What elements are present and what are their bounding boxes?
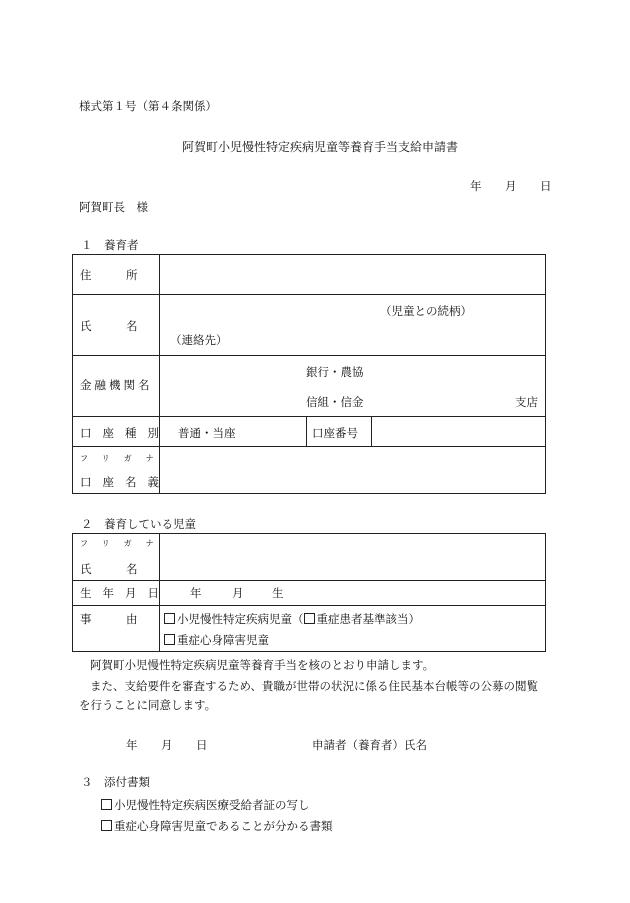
reason2-text: 重症心身障害児童 xyxy=(177,633,269,647)
page-title: 阿賀町小児慢性特定疾病児童等養育手当支給申請書 xyxy=(182,140,459,154)
table-divider xyxy=(72,605,546,606)
checkbox-icon[interactable] xyxy=(164,613,175,624)
checkbox-icon[interactable] xyxy=(101,799,112,810)
birth-year: 年 xyxy=(190,586,202,600)
bank-type1: 銀行・農協 xyxy=(306,365,364,379)
account-number-field[interactable] xyxy=(373,418,543,444)
sign-day: 日 xyxy=(196,738,208,752)
sign-year: 年 xyxy=(126,738,138,752)
checkbox-icon[interactable] xyxy=(304,613,315,624)
birth-suffix: 生 xyxy=(272,586,284,600)
caregiver-name-label: 氏 名 xyxy=(80,319,138,333)
child-furigana-label: フリガナ xyxy=(80,539,168,548)
declaration-line-3: を行うことに同意します。 xyxy=(79,698,217,712)
table-divider xyxy=(72,355,546,356)
reason1b-text: 重症患者基準該当） xyxy=(316,612,420,626)
address-field[interactable] xyxy=(161,257,543,292)
account-type-value: 普通・当座 xyxy=(178,426,236,440)
checkbox-icon[interactable] xyxy=(101,820,112,831)
table-divider xyxy=(72,580,546,581)
section3-heading: ３ 添付書類 xyxy=(81,775,150,789)
date-month: 月 xyxy=(505,179,517,193)
contact-label: （連絡先） xyxy=(170,333,228,347)
applicant-label: 申請者（養育者）氏名 xyxy=(312,738,427,752)
relation-label: （児童との続柄） xyxy=(380,304,472,318)
address-label: 住 所 xyxy=(80,268,138,282)
birth-label: 生年月日 xyxy=(80,586,170,600)
table-divider xyxy=(306,416,307,446)
child-name-field[interactable] xyxy=(161,535,543,578)
reason-option-1[interactable] xyxy=(164,611,420,627)
attachment-item-1[interactable] xyxy=(101,797,310,813)
branch-label: 支店 xyxy=(515,395,538,409)
bank-label: 金融機関名 xyxy=(80,378,153,392)
reason-option-2[interactable] xyxy=(164,632,269,648)
addressee: 阿賀町長 様 xyxy=(79,200,148,214)
account-type-label: 口座種別 xyxy=(80,426,170,440)
reason-label: 事 由 xyxy=(80,612,138,626)
table-divider xyxy=(72,294,546,295)
table-divider xyxy=(72,446,546,447)
account-name-field[interactable] xyxy=(161,448,543,492)
reason1-text: 小児慢性特定疾病児童（ xyxy=(177,612,304,626)
attachment-item-2[interactable] xyxy=(101,818,333,834)
bank-type2: 信組・信金 xyxy=(306,395,364,409)
table-divider xyxy=(72,416,546,417)
birth-month: 月 xyxy=(232,586,244,600)
section2-heading: ２ 養育している児童 xyxy=(81,517,196,531)
account-number-label: 口座番号 xyxy=(312,426,358,440)
furigana-label: フリガナ xyxy=(80,454,168,463)
section1-heading: １ 養育者 xyxy=(81,238,139,252)
sign-month: 月 xyxy=(161,738,173,752)
checkbox-icon[interactable] xyxy=(164,634,175,645)
form-number: 様式第１号（第４条関係） xyxy=(79,99,217,113)
account-name-label: 口座名義 xyxy=(80,475,170,489)
declaration-line-2: また、支給要件を審査するため、貴職が世帯の状況に係る住民基本台帳等の公募の閲覧 xyxy=(90,679,539,693)
declaration-line-1: 阿賀町小児慢性特定疾病児童等養育手当を核のとおり申請します。 xyxy=(90,658,435,672)
child-name-label: 氏 名 xyxy=(80,562,138,576)
attachment1-text: 小児慢性特定疾病医療受給者証の写し xyxy=(114,798,310,812)
table-divider xyxy=(371,416,372,446)
attachment2-text: 重症心身障害児童であることが分かる書類 xyxy=(114,819,333,833)
date-year: 年 xyxy=(470,179,482,193)
date-day: 日 xyxy=(540,179,552,193)
